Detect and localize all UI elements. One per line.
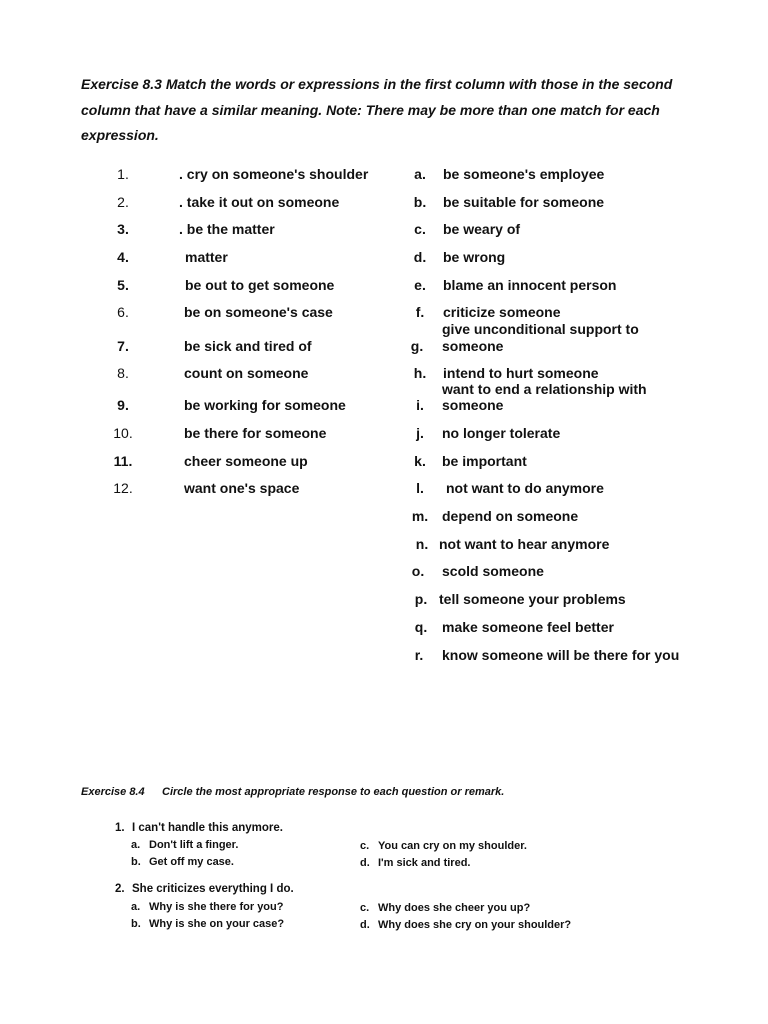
right-item-letter: b. [413,194,427,210]
right-item-definition: be suitable for someone [443,194,605,210]
answer-option[interactable] [360,902,530,914]
option-label: d. [360,857,370,869]
right-item-definition: give unconditional support to [442,321,639,337]
answer-option[interactable] [131,856,234,868]
question-text: I can't handle this anymore. [132,822,283,834]
left-item-term: be sick and tired of [184,338,312,354]
option-text: Why does she cry on your shoulder? [378,919,572,931]
question-number: 1. [115,822,125,834]
option-label: c. [360,840,370,852]
right-item-letter: o. [411,563,425,579]
left-item-term: . cry on someone's shoulder [179,166,369,182]
right-item-letter: p. [414,591,428,607]
left-item-number: 10. [113,425,133,441]
right-item-definition: want to end a relationship with [442,381,647,397]
left-item-term: want one's space [184,480,300,496]
option-text: You can cry on my shoulder. [378,840,527,852]
option-text: I'm sick and tired. [378,857,471,869]
exercise-8-4-title: Exercise 8.4 [81,786,145,798]
left-item-term: matter [185,249,228,265]
right-item-letter: q. [414,619,428,635]
right-item-letter: j. [416,425,424,441]
right-item-letter: k. [414,453,426,469]
option-label: b. [131,918,141,930]
answer-option[interactable] [360,857,470,869]
left-item-number: 5. [117,277,129,293]
left-item-number: 1. [117,166,129,182]
answer-option[interactable] [360,840,527,852]
answer-option[interactable] [131,918,284,930]
left-item-term: count on someone [184,365,309,381]
question-text: She criticizes everything I do. [132,883,294,895]
right-item-definition: be weary of [443,221,521,237]
right-item-letter: e. [414,277,426,293]
option-text: Why does she cheer you up? [378,902,531,914]
left-item-term: . take it out on someone [179,194,340,210]
exercise-8-4-instruction: Circle the most appropriate response to each question or remark. [162,786,505,798]
right-item-definition: no longer tolerate [442,425,561,441]
option-label: a. [131,901,141,913]
right-item-letter: m. [411,508,429,524]
option-text: Why is she on your case? [149,918,285,930]
right-item-definition: intend to hurt someone [443,365,599,381]
left-item-term: be on someone's case [184,304,333,320]
left-item-number: 3. [117,221,129,237]
left-item-number: 6. [117,304,129,320]
right-item-letter: n. [415,536,429,552]
option-label: a. [131,839,141,851]
right-item-letter: c. [414,221,426,237]
left-item-number: 9. [117,397,129,413]
right-item-definition: not want to hear anymore [439,536,610,552]
right-item-letter: i. [416,397,424,413]
left-item-term: be there for someone [184,425,327,441]
left-item-term: . be the matter [179,221,275,237]
right-item-definition: be wrong [443,249,506,265]
option-text: Don't lift a finger. [149,839,239,851]
right-item-definition: be important [442,453,527,469]
answer-option[interactable] [131,901,283,913]
right-item-letter: f. [415,304,425,320]
right-item-letter: g. [410,338,424,354]
left-item-term: be working for someone [184,397,346,413]
right-item-definition: scold someone [442,563,544,579]
right-item-letter: d. [413,249,427,265]
left-item-number: 2. [117,194,129,210]
question-number: 2. [115,883,125,895]
right-item-definition: know someone will be there for you [442,647,680,663]
right-item-letter: r. [414,647,424,663]
answer-option[interactable] [360,919,571,931]
option-label: d. [360,919,370,931]
right-item-letter: h. [413,365,427,381]
right-item-definition: blame an innocent person [443,277,617,293]
left-item-number: 12. [113,480,133,496]
exercise-8-3-instructions: Exercise 8.3 Match the words or expressions in the first column with those in the second column that have a similar meaning. Note: There may be more than one match for each expression. [81,76,673,143]
left-item-term: be out to get someone [185,277,335,293]
left-item-number: 8. [117,365,129,381]
option-label: c. [360,902,370,914]
right-item-definition: make someone feel better [442,619,614,635]
left-item-term: cheer someone up [184,453,308,469]
option-label: b. [131,856,141,868]
right-item-definition: someone [442,338,504,354]
option-text: Get off my case. [149,856,234,868]
left-item-number: 4. [117,249,129,265]
left-item-number: 7. [117,338,129,354]
answer-option[interactable] [131,839,238,851]
right-item-definition: criticize someone [443,304,561,320]
right-item-definition: be someone's employee [443,166,605,182]
right-item-definition: depend on someone [442,508,579,524]
left-item-number: 11. [113,453,133,469]
right-item-letter: a. [414,166,426,182]
right-item-definition: someone [442,397,504,413]
right-item-definition: tell someone your problems [439,591,626,607]
option-text: Why is she there for you? [149,901,284,913]
right-item-letter: l. [416,480,424,496]
right-item-definition: not want to do anymore [446,480,604,496]
